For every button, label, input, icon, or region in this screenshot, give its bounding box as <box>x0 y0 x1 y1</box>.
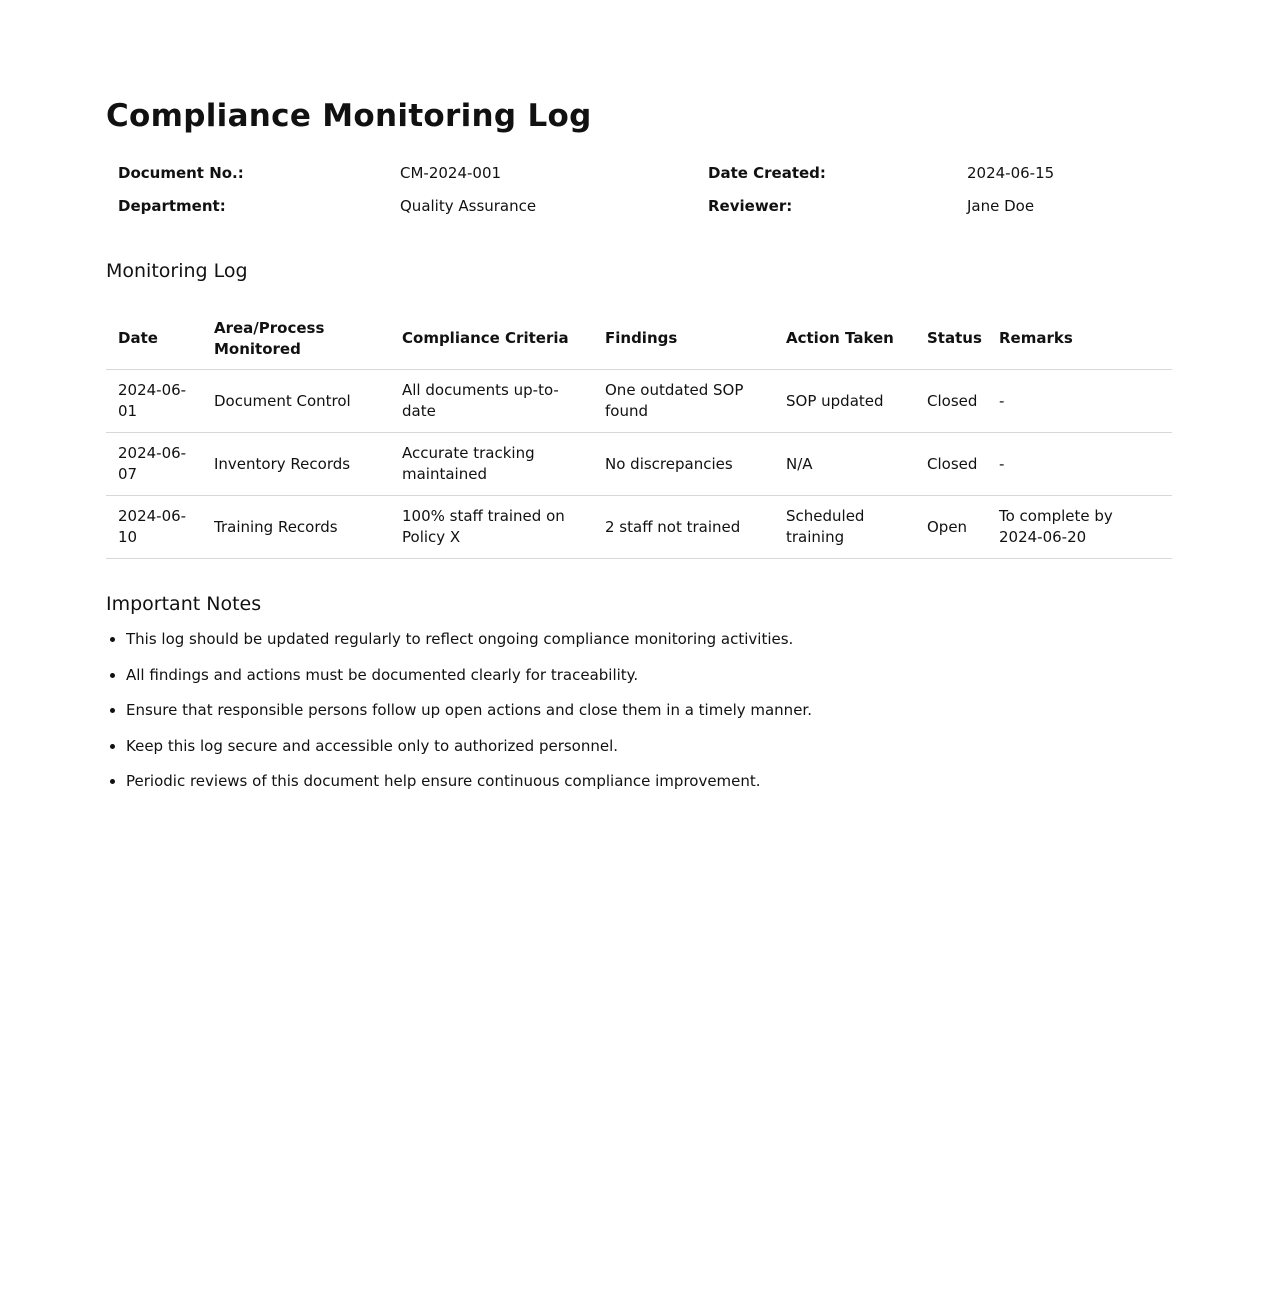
table-row <box>106 370 1172 433</box>
list-item: • Periodic reviews of this document help ensure continuous compliance improvement. <box>126 771 1172 792</box>
table-header-row <box>106 308 1172 370</box>
column-header-action: Action Taken <box>774 308 915 370</box>
reviewer-value: Jane Doe <box>967 196 1035 215</box>
column-header-criteria: Compliance Criteria <box>390 308 593 370</box>
column-header-area: Area/Process Monitored <box>202 308 390 370</box>
cell-action: SOP updated <box>774 370 915 433</box>
cell-date: 2024-06-01 <box>106 370 202 433</box>
list-item: • This log should be updated regularly to reflect ongoing compliance monitoring activities. <box>126 629 1172 650</box>
cell-date: 2024-06-10 <box>106 496 202 559</box>
reviewer-label: Reviewer: <box>708 196 793 215</box>
document-no-value: CM-2024-001 <box>400 163 502 182</box>
cell-status: Closed <box>915 433 987 496</box>
column-header-date: Date <box>106 308 202 370</box>
cell-status: Open <box>915 496 987 559</box>
important-notes-list <box>106 629 1172 792</box>
date-created-label: Date Created: <box>708 163 826 182</box>
document-meta-table <box>106 156 1172 222</box>
monitoring-log-table <box>106 308 1172 559</box>
monitoring-log-heading: Monitoring Log <box>106 260 248 282</box>
cell-status: Closed <box>915 370 987 433</box>
document-page <box>106 0 1172 792</box>
list-item: • Ensure that responsible persons follow up open actions and close them in a timely manner. <box>126 700 1172 721</box>
important-notes-heading: Important Notes <box>106 593 262 615</box>
list-item: • Keep this log secure and accessible only to authorized personnel. <box>126 736 1172 757</box>
column-header-status: Status <box>915 308 987 370</box>
cell-criteria: 100% staff trained on Policy X <box>390 496 593 559</box>
meta-row <box>106 189 1172 222</box>
cell-remarks: - <box>987 370 1172 433</box>
column-header-remarks: Remarks <box>987 308 1172 370</box>
cell-area: Document Control <box>202 370 390 433</box>
meta-row <box>106 156 1172 189</box>
department-label: Department: <box>118 196 226 215</box>
department-value: Quality Assurance <box>400 196 537 215</box>
table-row <box>106 433 1172 496</box>
document-no-label: Document No.: <box>118 163 244 182</box>
list-item: • All findings and actions must be documented clearly for traceability. <box>126 665 1172 686</box>
cell-criteria: All documents up-to-date <box>390 370 593 433</box>
document-title: Compliance Monitoring Log <box>106 98 592 134</box>
cell-findings: No discrepancies <box>593 433 774 496</box>
table-row <box>106 496 1172 559</box>
cell-action: Scheduled training <box>774 496 915 559</box>
cell-area: Training Records <box>202 496 390 559</box>
cell-criteria: Accurate tracking maintained <box>390 433 593 496</box>
cell-action: N/A <box>774 433 915 496</box>
column-header-findings: Findings <box>593 308 774 370</box>
cell-findings: 2 staff not trained <box>593 496 774 559</box>
date-created-value: 2024-06-15 <box>967 163 1055 182</box>
cell-findings: One outdated SOP found <box>593 370 774 433</box>
cell-remarks: - <box>987 433 1172 496</box>
cell-date: 2024-06-07 <box>106 433 202 496</box>
cell-area: Inventory Records <box>202 433 390 496</box>
cell-remarks: To complete by 2024-06-20 <box>987 496 1172 559</box>
